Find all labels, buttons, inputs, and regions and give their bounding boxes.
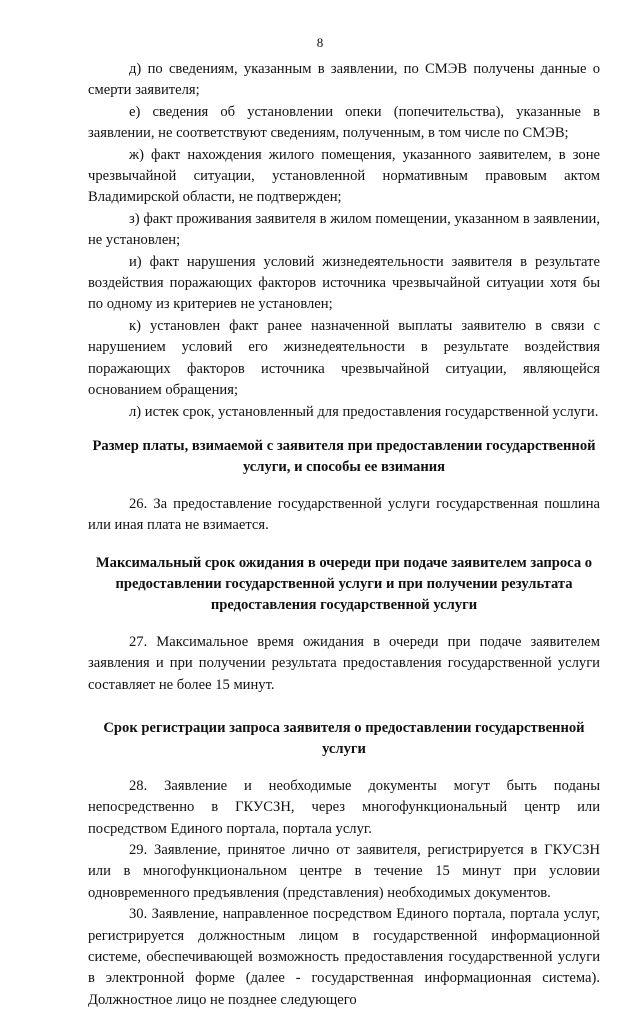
- list-item-l: л) истек срок, установленный для предоставления государственной услуги.: [129, 403, 599, 420]
- list-item-d: д) по сведениям, указанным в заявлении, по СМЭВ получены данные о смерти заявителя;: [88, 61, 600, 99]
- section-heading-registration: Срок регистрации запроса заявителя о предоставлении государственной услуги: [103, 719, 585, 758]
- page-number: 8: [316, 35, 324, 50]
- list-item-e: е) сведения об установлении опеки (попечительства), указанные в заявлении, не соответствуют сведениям, полученным, в том числе по СМЭВ;: [88, 103, 600, 142]
- paragraph-29: 29. Заявление, принятое лично от заявителя, регистрируется в ГКУСЗН или в многофункциональном центре в течение 15 минут при условии одновременного предъявления (представления) необходимых документов.: [88, 842, 600, 901]
- paragraph-28: 28. Заявление и необходимые документы могут быть поданы непосредственно в ГКУСЗН, через многофункциональный центр или посредством Единого портала, портала услуг.: [88, 777, 600, 837]
- list-item-i: и) факт нарушения условий жизнедеятельности заявителя в результате воздействия поражающих факторов источника чрезвычайной ситуации хотя бы по одному из критериев не установлен;: [88, 253, 600, 313]
- paragraph-26: 26. За предоставление государственной услуги государственная пошлина или иная плата не взимается.: [88, 495, 600, 534]
- list-item-z: з) факт проживания заявителя в жилом помещении, указанном в заявлении, не установлен;: [88, 210, 600, 249]
- paragraph-27: 27. Максимальное время ожидания в очереди при подаче заявителем заявления и при получении результата предоставления государственной услуги составляет не более 15 минут.: [88, 633, 600, 693]
- document-body: [88, 59, 600, 1011]
- section-heading-queue: Максимальный срок ожидания в очереди при подаче заявителем запроса о предоставлении государственной услуги и при получении результата предоставления государственной услуги: [95, 554, 593, 614]
- list-item-k: к) установлен факт ранее назначенной выплаты заявителю в связи с нарушением условий его жизнедеятельности в результате воздействия поражающих факторов источника чрезвычайной ситуации, являющейся основанием обращения;: [88, 317, 600, 399]
- section-heading-fee: Размер платы, взимаемой с заявителя при предоставлении государственной услуги, и способы ее взимания: [92, 437, 596, 476]
- paragraph-30: 30. Заявление, направленное посредством Единого портала, портала услуг, регистрируется должностным лицом в государственной информационной системе, обеспечивающей возможность предоставления государственной услуги в электронной форме (далее - государственная информационная система). Должностное лицо не позднее следующего: [88, 906, 600, 1008]
- list-item-zh: ж) факт нахождения жилого помещения, указанного заявителем, в зоне чрезвычайной ситуации, установленной нормативным правовым актом Владимирской области, не подтвержден;: [88, 146, 600, 206]
